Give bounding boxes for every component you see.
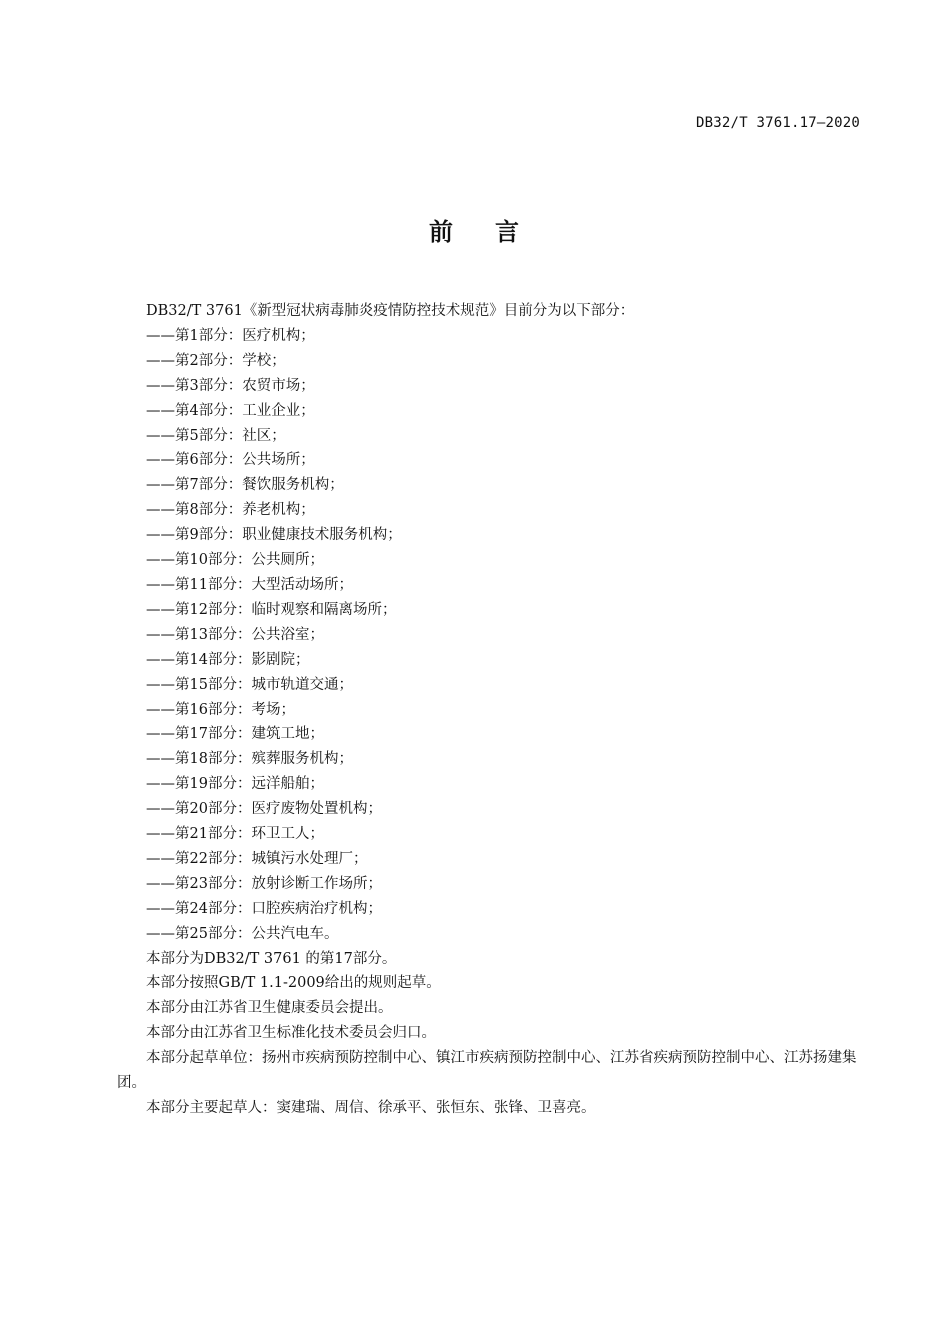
technical-committee-paragraph: 本部分由江苏省卫生标准化技术委员会归口。 (146, 1025, 436, 1042)
list-item: ——第25部分：公共汽电车。 (146, 925, 339, 942)
list-item: ——第22部分：城镇污水处理厂； (146, 850, 368, 867)
list-item: ——第15部分：城市轨道交通； (146, 676, 353, 693)
list-item: ——第24部分：口腔疾病治疗机构； (146, 900, 382, 917)
list-item: ——第21部分：环卫工人； (146, 826, 324, 843)
list-item: ——第8部分：养老机构； (146, 502, 315, 519)
title-char-1: 前 (429, 218, 455, 246)
list-item: ——第10部分：公共厕所； (146, 552, 324, 569)
drafting-rules-paragraph: 本部分按照GB/T 1.1-2009给出的规则起草。 (146, 975, 441, 992)
list-item: ——第20部分：医疗废物处置机构； (146, 801, 382, 818)
list-item: ——第4部分：工业企业； (146, 402, 315, 419)
title-char-2: 言 (495, 218, 521, 246)
list-item: ——第18部分：殡葬服务机构； (146, 751, 353, 768)
parts-list (117, 324, 867, 947)
list-item: ——第3部分：农贸市场； (146, 377, 315, 394)
list-item: ——第11部分：大型活动场所； (146, 576, 353, 593)
drafting-units-paragraph: 本部分起草单位：扬州市疾病预防控制中心、镇江市疾病预防控制中心、江苏省疾病预防控制中心、江苏扬建集团。 (117, 1050, 857, 1092)
list-item: ——第7部分：餐饮服务机构； (146, 477, 344, 494)
proposer-paragraph: 本部分由江苏省卫生健康委员会提出。 (146, 1000, 393, 1017)
foreword-body (117, 299, 867, 1121)
list-item: ——第2部分：学校； (146, 352, 286, 369)
page-title (0, 212, 950, 247)
list-item: ——第17部分：建筑工地； (146, 726, 324, 743)
list-item: ——第23部分：放射诊断工作场所； (146, 875, 382, 892)
list-item: ——第5部分：社区； (146, 427, 286, 444)
list-item: ——第13部分：公共浴室； (146, 626, 324, 643)
list-item: ——第12部分：临时观察和隔离场所； (146, 601, 397, 618)
list-item: ——第16部分：考场； (146, 701, 295, 718)
list-item: ——第9部分：职业健康技术服务机构； (146, 527, 402, 544)
list-item: ——第19部分：远洋船舶； (146, 776, 324, 793)
list-item: ——第1部分：医疗机构； (146, 327, 315, 344)
list-item: ——第6部分：公共场所； (146, 452, 315, 469)
intro-paragraph: DB32/T 3761《新型冠状病毒肺炎疫情防控技术规范》目前分为以下部分： (146, 303, 635, 319)
part-number-paragraph: 本部分为DB32/T 3761 的第17部分。 (146, 950, 397, 967)
list-item: ——第14部分：影剧院； (146, 651, 310, 668)
standard-code: DB32/T 3761.17—2020 (696, 115, 860, 131)
drafters-paragraph: 本部分主要起草人：窦建瑞、周信、徐承平、张恒东、张锋、卫喜亮。 (146, 1100, 596, 1116)
